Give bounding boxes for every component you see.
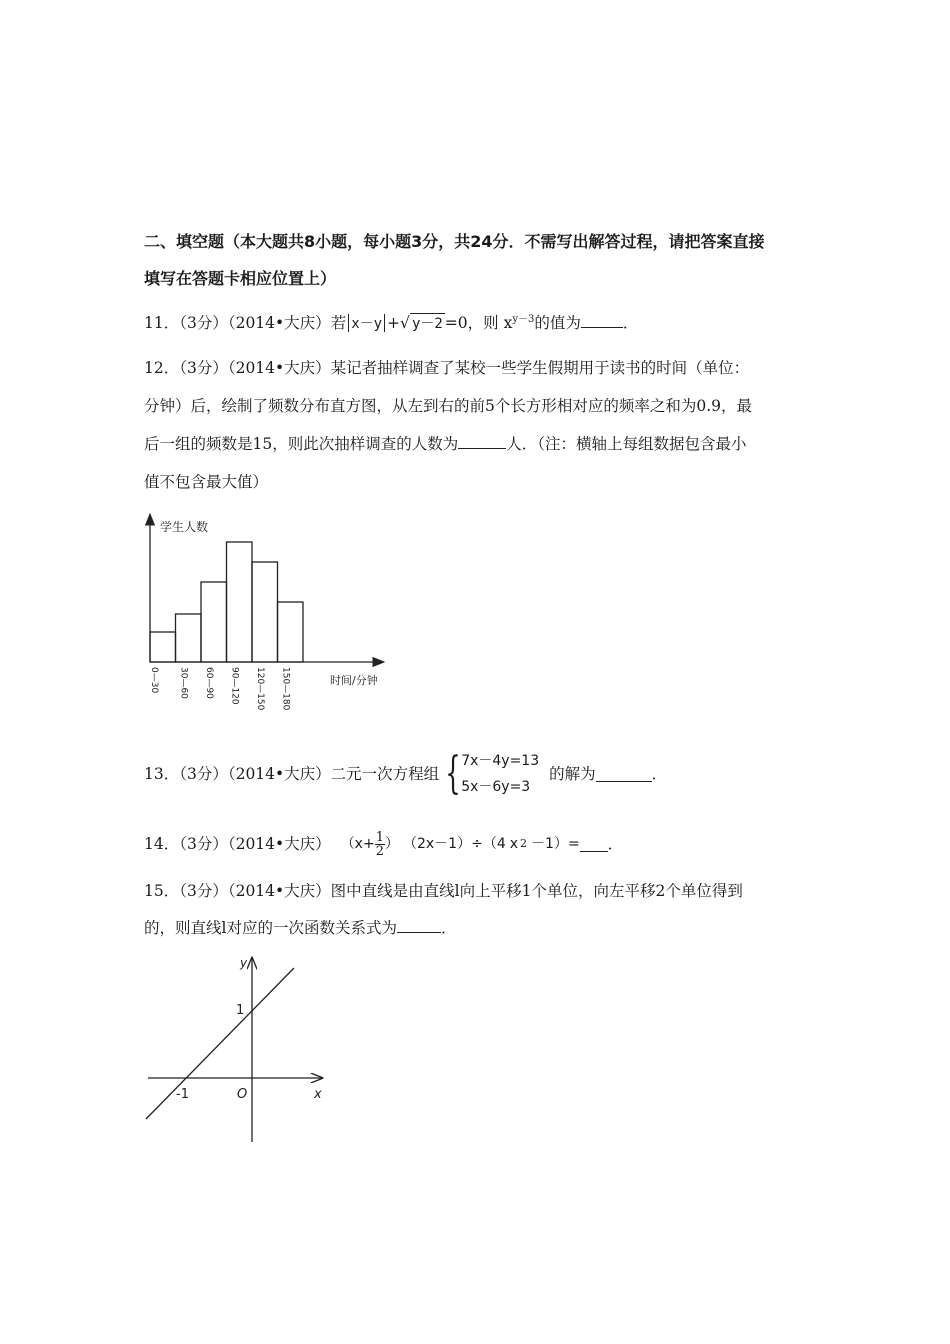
q13-prefix: 13．（3分）（2014•大庆）二元一次方程组 — [144, 765, 440, 783]
q12-answer-blank[interactable] — [458, 434, 506, 449]
bars-group — [150, 542, 303, 662]
q11-answer-blank[interactable] — [581, 313, 623, 328]
graph-line — [146, 968, 294, 1119]
graph-y-label: y — [240, 956, 248, 970]
graph-origin-label: O — [237, 1087, 248, 1102]
question-14 — [144, 826, 623, 862]
histogram-bar — [201, 582, 227, 662]
x-tick-label: 30—60 — [178, 667, 189, 699]
section-heading-line2: 填写在答题卡相应位置上） — [144, 269, 337, 288]
q12-line4: 值不包含最大值） — [144, 473, 269, 491]
abs-bar-right — [384, 314, 385, 332]
section-heading-line1: 二、填空题（本大题共8小题，每小题3分，共24分．不需写出解答过程，请把答案直接 — [144, 232, 765, 251]
x-tick-label: 90—120 — [229, 667, 240, 705]
histogram-bar — [278, 602, 304, 662]
chart-xlabel: 时间/分钟 — [330, 674, 378, 687]
q14-close: ） — [384, 836, 399, 852]
question-11 — [144, 310, 638, 334]
x-tick-label: 0—30 — [149, 667, 159, 694]
q14-end: ． — [607, 835, 624, 853]
q14-prefix: 14．（3分）（2014•大庆） — [144, 835, 331, 853]
q15-line1: 15．（3分）（2014•大庆）图中直线是由直线l向上平移1个单位，向左平移2个单位得到 — [144, 882, 743, 900]
histogram-bar — [176, 614, 202, 662]
q11-eq: =0，则 x — [444, 314, 513, 333]
q15-answer-blank[interactable] — [397, 918, 441, 933]
q14-frac-den: 2 — [375, 843, 384, 859]
question-13 — [144, 746, 667, 802]
q11-plus: + — [387, 314, 401, 333]
q14-fraction — [375, 831, 385, 858]
histogram-bar — [252, 562, 278, 662]
graph-y-intercept-label: 1 — [236, 1003, 245, 1018]
q11-sqrt-content: y－2 — [410, 313, 445, 334]
sqrt-icon: √ — [400, 314, 410, 333]
q15-line2a: 的，则直线l对应的一次函数关系式为 — [144, 919, 397, 937]
q14-exp: 2 — [520, 837, 528, 850]
chart-ylabel: 学生人数 — [160, 520, 209, 534]
x-tick-label: 60—90 — [204, 667, 214, 699]
q12-line3a: 后一组的频数是15，则此次抽样调查的人数为 — [144, 435, 459, 453]
q14-answer-blank[interactable] — [580, 837, 608, 852]
q12-line3 — [144, 434, 747, 454]
q12-line2: 分钟）后，绘制了频数分布直方图，从左到右的前5个长方形相对应的频率之和为0.9，最 — [144, 397, 753, 415]
q14-mid: （2x－1）÷（4 — [402, 836, 506, 852]
q13-answer-blank[interactable] — [596, 767, 652, 782]
q14-frac-num: 1 — [375, 829, 384, 845]
q11-prefix: 11．（3分）（2014•大庆）若 — [144, 314, 347, 333]
q14-tail: －1）= — [531, 836, 580, 852]
q13-suffix: 的解为 — [549, 765, 596, 783]
x-tick-label: 150—180 — [280, 667, 291, 711]
q13-eq2: 5x－6y=3 — [461, 779, 531, 795]
q11-suffix: 的值为 — [534, 314, 581, 333]
q13-eq1: 7x－4y=13 — [461, 753, 540, 769]
histogram-bar — [227, 542, 253, 662]
graph-x-label: x — [314, 1087, 322, 1102]
q11-exponent: y－3 — [512, 314, 535, 325]
q14-open: （x+ — [340, 836, 375, 852]
q11-end: ． — [622, 314, 639, 333]
q11-abs-content: x－y — [351, 316, 383, 333]
q14-x: x — [509, 836, 519, 852]
q13-end: ． — [651, 765, 668, 783]
q15-line2b: ． — [440, 919, 457, 937]
tick-labels-group — [149, 667, 291, 711]
graph-x-intercept-label: -1 — [176, 1087, 189, 1102]
line-graph — [140, 952, 340, 1148]
abs-bar-left — [348, 314, 349, 332]
histogram-chart — [130, 508, 400, 723]
histogram-bar — [150, 632, 176, 662]
q12-line3b: 人．（注：横轴上每组数据包含最小 — [506, 435, 747, 453]
q15-line2 — [144, 918, 456, 938]
x-tick-label: 120—150 — [255, 667, 265, 711]
q12-line1: 12．（3分）（2014•大庆）某记者抽样调查了某校一些学生假期用于读书的时间（单位： — [144, 359, 750, 377]
brace-icon: { — [445, 748, 461, 799]
q13-system — [461, 748, 539, 800]
